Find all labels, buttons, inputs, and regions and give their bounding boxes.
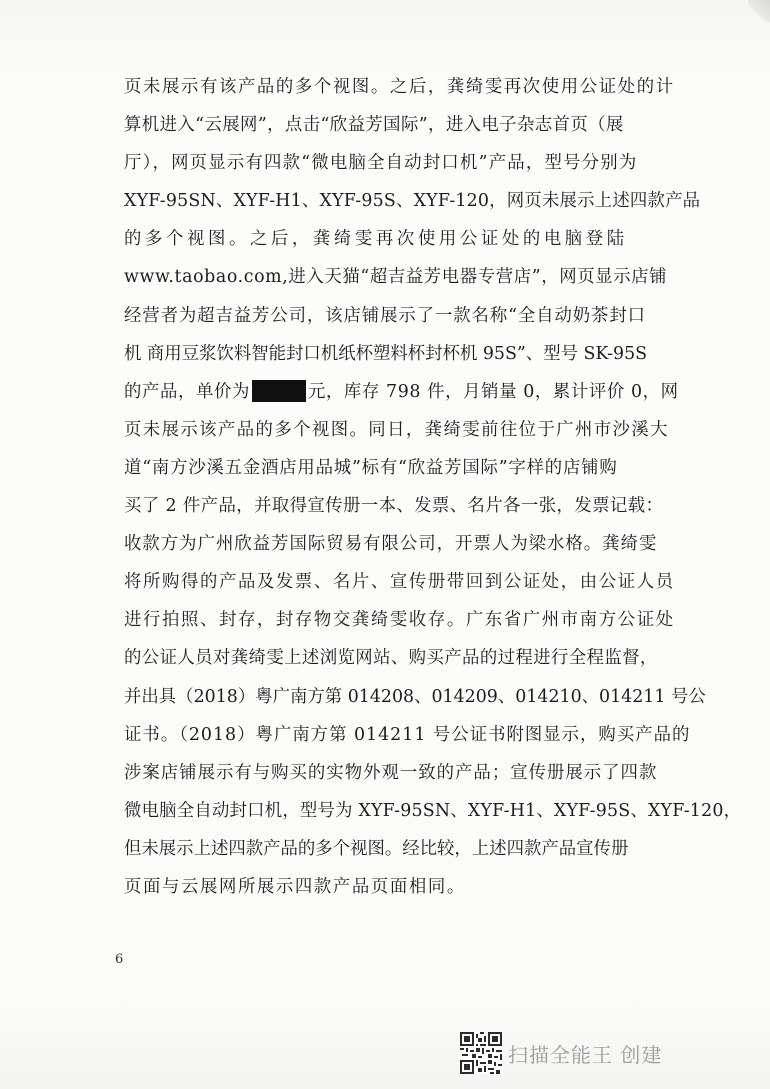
watermark-text: 扫描全能王 创建 (508, 1042, 663, 1067)
scanner-watermark (460, 1030, 662, 1076)
text-segment: 元，库存 798 件，月销量 0，累计评价 0，网 (307, 381, 679, 402)
text-line: 页面与云展网所展示四款产品页面相同。 (124, 876, 466, 897)
qr-code-icon (460, 1032, 502, 1074)
text-line: 涉案店铺展示有与购买的实物外观一致的产品；宣传册展示了四款 (124, 762, 658, 783)
text-line: XYF-95SN、XYF-H1、XYF-95S、XYF-120，网页未展示上述四款产品 (124, 191, 701, 212)
text-line: 页未展示有该产品的多个视图。之后，龚绮雯再次使用公证处的计 (124, 77, 675, 97)
page-corner-fold (748, 0, 770, 22)
text-line: 道“南方沙溪五金酒店用品城”标有“欣益芳国际”字样的店铺购 (124, 457, 618, 478)
text-line: 并出具（2018）粤广南方第 014208、014209、014210、014211 号公 (124, 686, 706, 707)
text-line: 厅），网页显示有四款“微电脑全自动封口机”产品，型号分别为 (124, 153, 638, 174)
text-segment: 的产品，单价为 (124, 381, 250, 402)
text-line: 证书。（2018）粤广南方第 014211 号公证书附图显示，购买产品的 (124, 724, 691, 745)
text-line-with-redaction (124, 373, 704, 411)
text-line: 经营者为超吉益芳公司，该店铺展示了一款名称“全自动奶茶封口 (124, 305, 646, 326)
text-line: 的多个视图。之后，龚绮雯再次使用公证处的电脑登陆 (124, 229, 628, 250)
text-line: 机 商用豆浆饮料智能封口机纸杯塑料杯封杯机 95S”、型号 SK-95S (124, 343, 648, 364)
text-line: 但未展示上述四款产品的多个视图。经比较，上述四款产品宣传册 (124, 838, 629, 859)
text-line: 将所购得的产品及发票、名片、宣传册带回到公证处，由公证人员 (124, 572, 675, 593)
redacted-price-block (252, 380, 306, 402)
page-number: 6 (115, 952, 124, 967)
text-line: 进行拍照、封存，封存物交龚绮雯收存。广东省广州市南方公证处 (124, 610, 675, 631)
text-line: 收款方为广州欣益芳国际贸易有限公司，开票人为梁水格。龚绮雯 (124, 534, 658, 555)
text-line: 微电脑全自动封口机，型号为 XYF-95SN、XYF-H1、XYF-95S、XYF-120， (124, 800, 742, 821)
text-line: 页未展示该产品的多个视图。同日，龚绮雯前往位于广州市沙溪大 (124, 419, 669, 440)
text-line: www.taobao.com,进入天猫“超吉益芳电器专营店”，网页显示店铺 (124, 267, 668, 288)
text-line: 买了 2 件产品，并取得宣传册一本、发票、名片各一张，发票记载： (124, 496, 664, 517)
body-text (124, 68, 742, 906)
text-line: 算机进入“云展网”，点击“欣益芳国际”，进入电子杂志首页（展 (124, 115, 624, 136)
text-line: 的公证人员对龚绮雯上述浏览网站、购买产品的过程进行全程监督， (124, 648, 658, 669)
